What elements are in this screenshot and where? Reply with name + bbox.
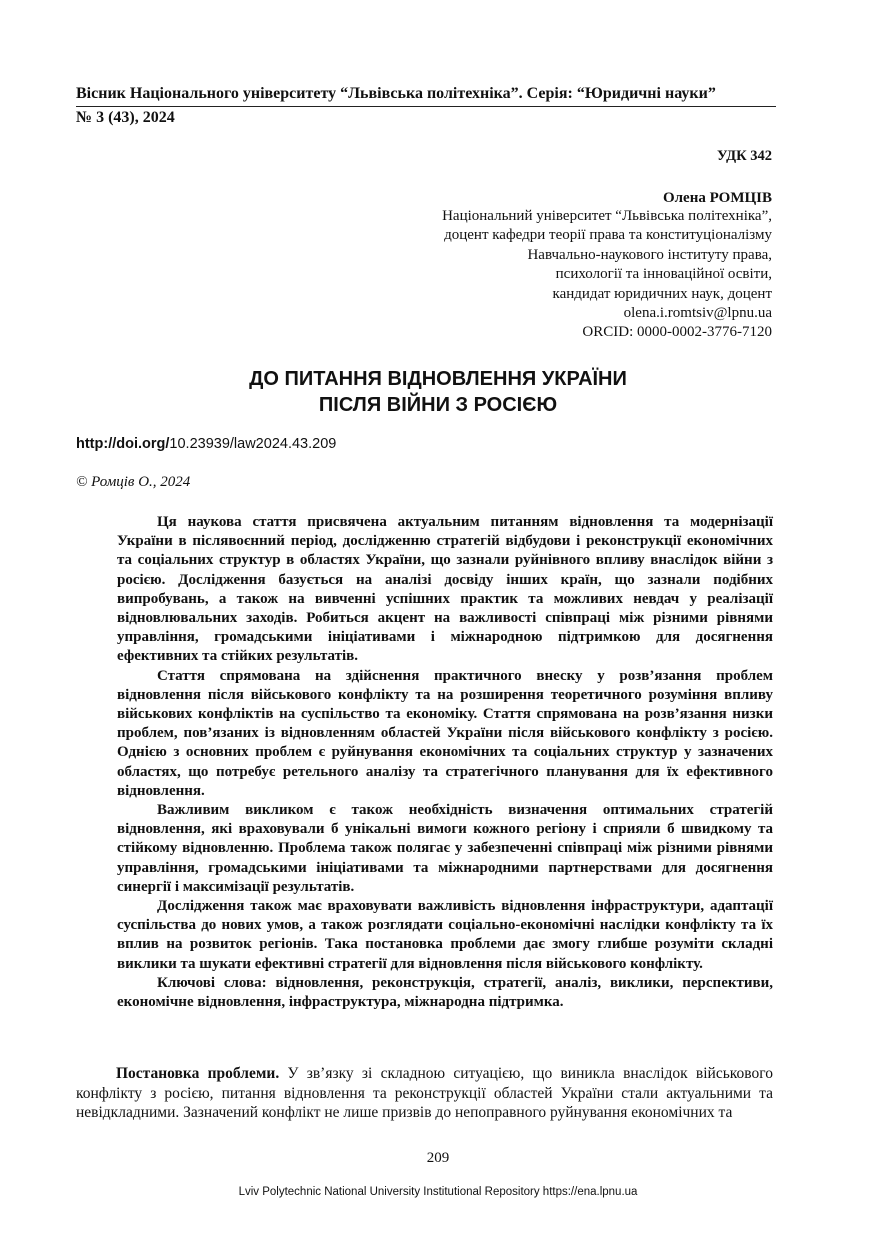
repository-footer: Lviv Polytechnic National University Institutional Repository https://ena.lpnu.ua: [238, 1186, 638, 1198]
title-line: ДО ПИТАННЯ ВІДНОВЛЕННЯ УКРАЇНИ: [249, 368, 627, 390]
affiliation-line: психології та інноваційної освіти,: [555, 266, 772, 283]
author-affiliation: [442, 207, 772, 343]
udk-code: УДК 342: [716, 148, 772, 164]
affiliation-line: кандидат юридичних наук, доцент: [552, 285, 772, 302]
copyright-notice: © Ромців О., 2024: [76, 474, 191, 490]
page-number: 209: [426, 1150, 450, 1166]
keywords: Ключові слова: відновлення, реконструкція, стратегії, аналіз, виклики, перспективи, економічне відновлення, інфраструктура, міжнародна підтримка.: [117, 974, 773, 1011]
abstract: [117, 513, 773, 1012]
abstract-paragraph: Ця наукова стаття присвячена актуальним питанням відновлення та модернізації України в післявоєнний період, дослідженню стратегій відбудови і реконструкції економічних та соціальних структур в областях України, що зазнали руйнівного впливу внаслідок війни з росією. Дослідження базується на аналізі досвіду інших країн, що зазнали подібних випробувань, а також на вивченні успішних практик та можливих невдач у реалізації відновлювальних заходів. Робиться акцент на важливості співпраці між різними рівнями управління, громадськими ініціативами і міжнародною підтримкою для досягнення ефективних та стійких результатів.: [117, 514, 773, 665]
doi-link[interactable]: [76, 436, 336, 452]
title-line: ПІСЛЯ ВІЙНИ З РОСІЄЮ: [318, 394, 558, 416]
affiliation-line: Навчально-наукового інституту права,: [527, 246, 772, 263]
abstract-paragraph: Важливим викликом є також необхідність визначення оптимальних стратегій відновлення, які враховували б унікальні вимоги кожного регіону і сприяли б швидкому та стійкому відновленню. Проблема також полягає у забезпеченні співпраці між різними рівнями управління, громадськими ініціативами та міжнародними партнерствами для досягнення синергії і максимізації результатів.: [117, 802, 773, 895]
author-name: Олена РОМЦІВ: [662, 190, 772, 206]
journal-title: Вісник Національного університету “Львівська політехніка”. Серія: “Юридичні науки”: [76, 84, 776, 107]
doi-prefix: http://doi.org/: [76, 436, 170, 452]
article-title: [0, 366, 876, 418]
body-paragraph: [76, 1064, 773, 1123]
issue-number: № 3 (43), 2024: [76, 109, 175, 126]
abstract-paragraph: Дослідження також має враховувати важливість відновлення інфраструктури, адаптації суспільства до нових умов, а також розглядати соціально-економічні наслідки конфлікту та їх вплив на розвиток регіонів. Така постановка проблеми дає змогу глибше розуміти складні виклики та шукати ефективні стратегії для відновлення після військового конфлікту.: [117, 898, 773, 972]
author-orcid: ORCID: 0000-0002-3776-7120: [582, 324, 772, 341]
author-email[interactable]: olena.i.romtsiv@lpnu.ua: [623, 305, 772, 322]
affiliation-line: доцент кафедри теорії права та конституціоналізму: [444, 227, 772, 244]
affiliation-line: Національний університет “Львівська політехніка”,: [442, 208, 772, 224]
section-heading-inline: Постановка проблеми.: [116, 1065, 280, 1082]
doi-suffix: 10.23939/law2024.43.209: [169, 436, 337, 452]
body-text: У зв’язку зі складною ситуацією, що виникла внаслідок військового конфлікту з росією, питання відновлення та реконструкції областей України стали актуальними та невідкладними. Зазначений конфлікт не лише призвів до непоправного руйнування економічних та: [76, 1065, 773, 1121]
abstract-paragraph: Стаття спрямована на здійснення практичного внеску у розв’язання проблем відновлення після військового конфлікту та на розширення теоретичного розуміння впливу військових конфліктів на суспільство та економіку. Стаття спрямована на розв’язання низки проблем, пов’язаних із відновленням областей України після військового конфлікту з росією. Однією з основних проблем є руйнування економічних та соціальних структур у зазначених областях, що потребує ретельного аналізу та стратегічного планування для їх ефективного відновлення.: [117, 667, 773, 799]
